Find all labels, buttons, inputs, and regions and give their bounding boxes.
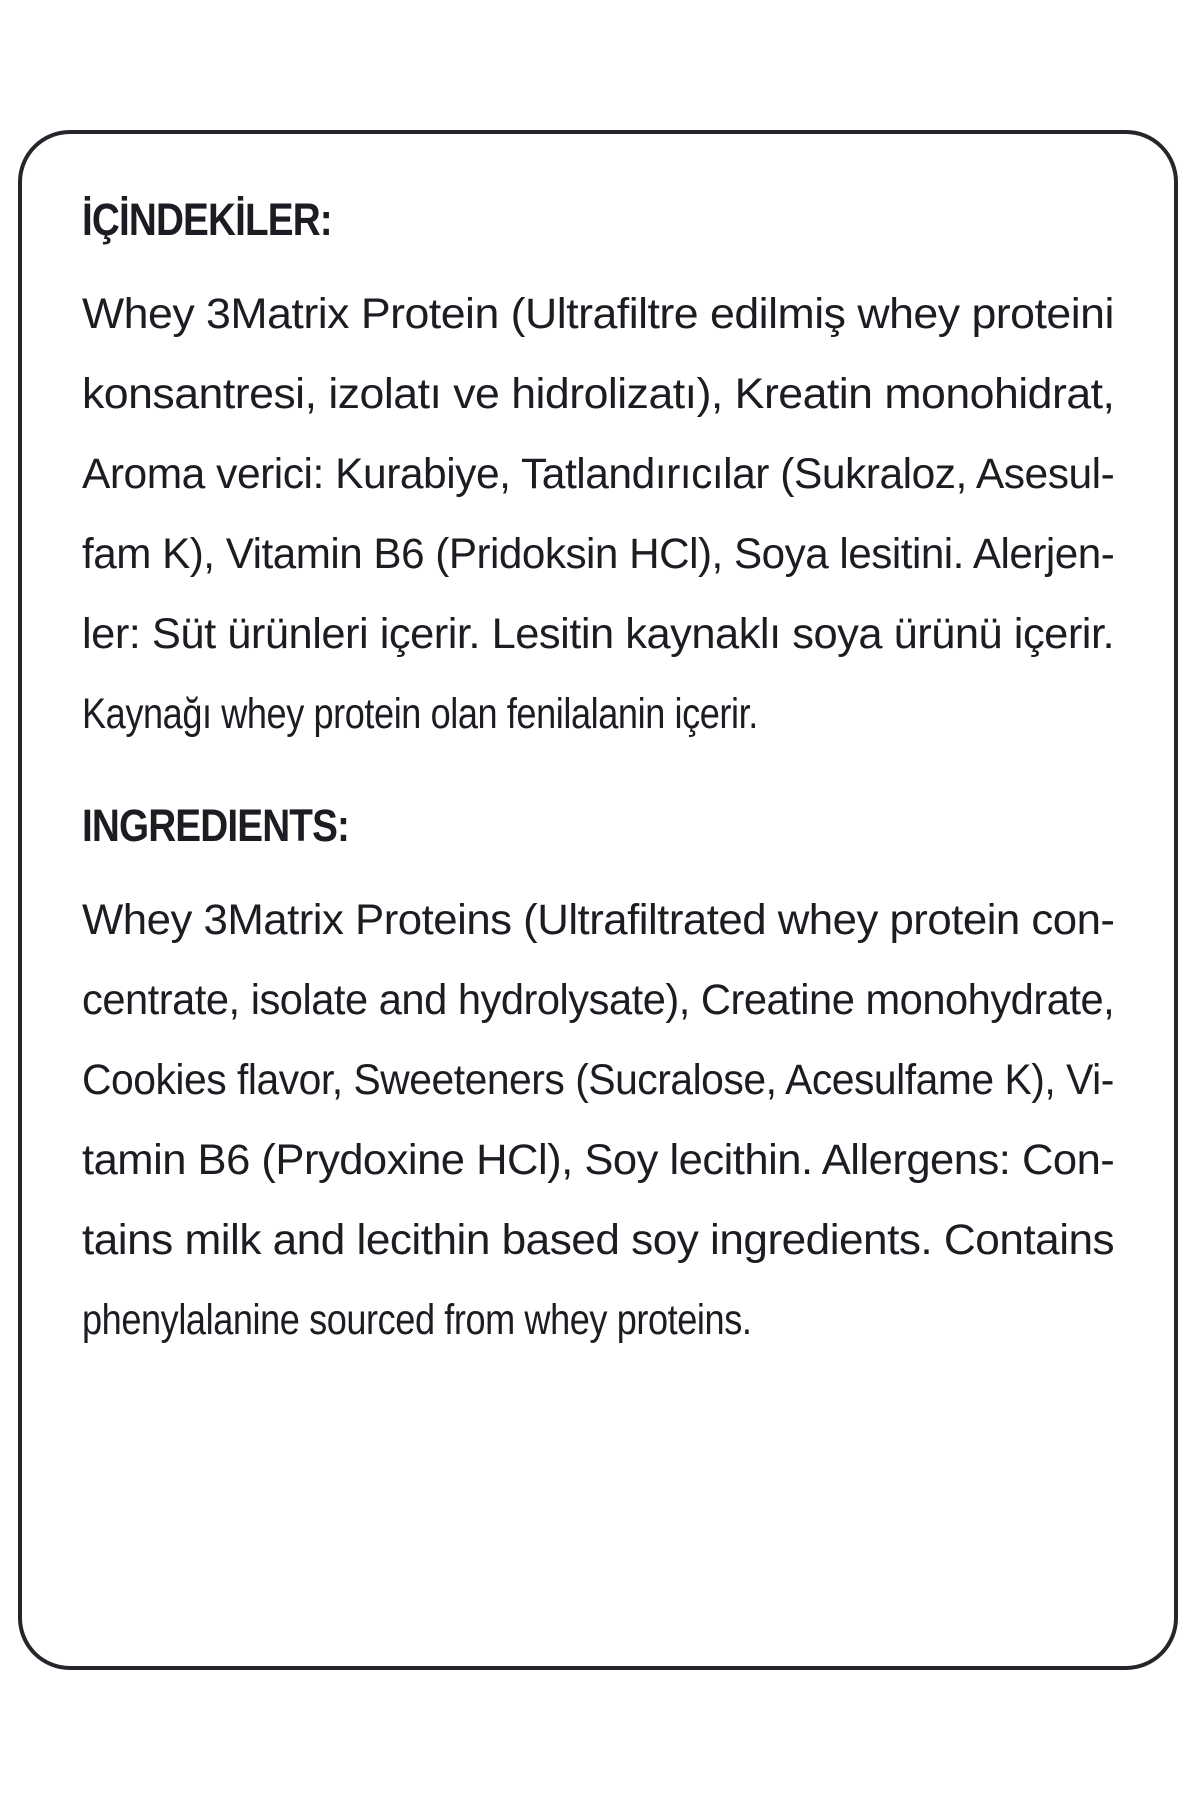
turkish-line: Whey 3Matrix Protein (Ultrafiltre edilmiş whey proteini: [82, 290, 1114, 338]
english-line: centrate, isolate and hydrolysate), Creatine monohydrate,: [82, 976, 1115, 1024]
english-line: tamin B6 (Prydoxine HCl), Soy lecithin. Allergens: Con-: [82, 1136, 1115, 1184]
english-line: Whey 3Matrix Proteins (Ultrafiltrated whey protein con-: [82, 896, 1115, 944]
turkish-line: Aroma verici: Kurabiye, Tatlandırıcılar (Sukraloz, Asesul-: [82, 450, 1115, 498]
turkish-heading: İÇİNDEKİLER:: [82, 194, 332, 245]
turkish-line: fam K), Vitamin B6 (Pridoksin HCl), Soya lesitini. Alerjen-: [82, 530, 1115, 578]
ingredients-label-box: [18, 130, 1178, 1670]
english-line: phenylalanine sourced from whey proteins.: [82, 1296, 752, 1344]
turkish-line: konsantresi, izolatı ve hidrolizatı), Kreatin monohidrat,: [82, 370, 1115, 418]
turkish-line: Kaynağı whey protein olan fenilalanin içerir.: [82, 690, 758, 738]
english-ingredients-section: [82, 798, 1116, 1360]
english-line: Cookies flavor, Sweeteners (Sucralose, Acesulfame K), Vi-: [82, 1056, 1114, 1104]
turkish-ingredients-text: [82, 274, 1116, 754]
english-heading: INGREDIENTS:: [82, 800, 350, 851]
turkish-line: ler: Süt ürünleri içerir. Lesitin kaynaklı soya ürünü içerir.: [82, 610, 1115, 658]
turkish-ingredients-section: [82, 192, 1116, 754]
section-spacer: [82, 754, 1116, 798]
english-line: tains milk and lecithin based soy ingredients. Contains: [82, 1216, 1115, 1264]
english-ingredients-text: [82, 880, 1116, 1360]
